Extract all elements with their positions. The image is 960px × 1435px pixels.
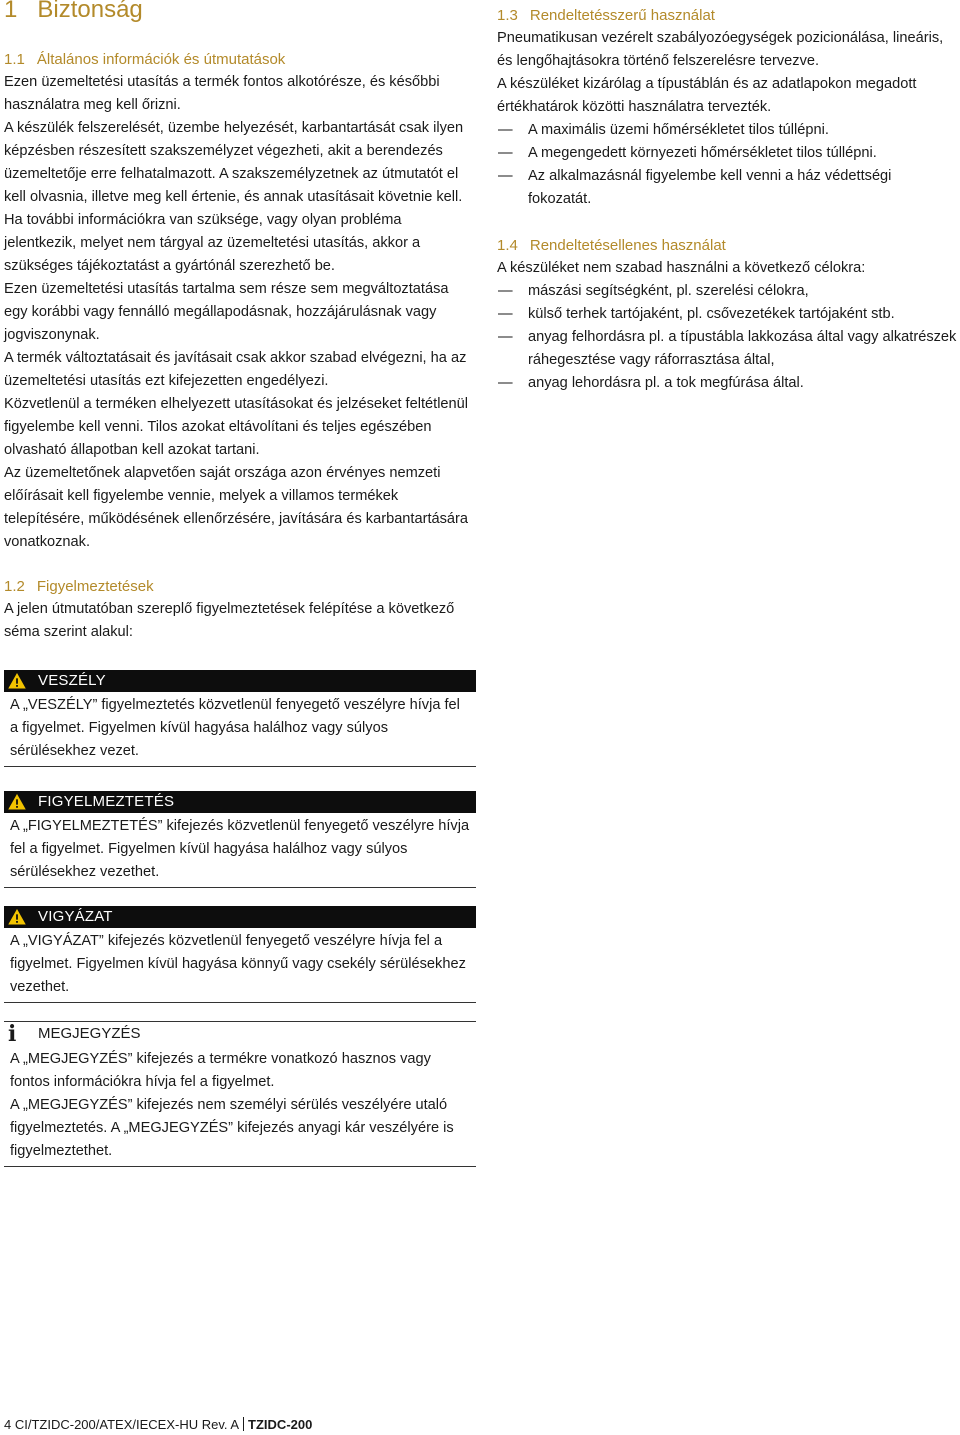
list-item: — anyag lehordásra pl. a tok megfúrása által. [497, 372, 957, 395]
section-heading [497, 4, 957, 27]
list-item: — A maximális üzemi hőmérsékletet tilos túllépni. [497, 119, 957, 142]
right-column [497, 4, 957, 395]
list-item: — mászási segítségként, pl. szerelési célokra, [497, 280, 957, 303]
warning-triangle-icon [8, 673, 26, 689]
warning-text: A „FIGYELMEZTETÉS” kifejezés közvetlenül fenyegető veszélyre hívja fel a figyelmet. Figyelmen kívül hagyása halálhoz vagy súlyos sérülésekhez vezethet. [4, 813, 476, 888]
page-number: 4 [4, 1417, 12, 1432]
paragraph: Ezen üzemeltetési utasítás tartalma sem része sem megváltoztatása egy korábbi vagy fennálló megállapodásnak, hozzájárulásnak vagy jogviszonynak. [4, 281, 449, 343]
info-icon: i [8, 1021, 17, 1047]
list-item: — külső terhek tartójaként, pl. csővezetékek tartójaként stb. [497, 303, 957, 326]
danger-bar [4, 670, 476, 692]
section-heading [497, 234, 957, 257]
left-column [4, 48, 476, 1167]
caution-bar [4, 906, 476, 928]
note-body [4, 1046, 476, 1167]
section-number: 1.1 [4, 51, 25, 68]
paragraph: Az üzemeltetőnek alapvetően saját országa azon érvényes nemzeti előírásait kell figyelembe vennie, melyek a villamos termékek telepítésére, működésének ellenőrzésére, javítására és karbantartására vonatkoznak. [4, 465, 469, 550]
product-name: TZIDC-200 [248, 1417, 313, 1432]
caution-box [4, 906, 476, 1003]
warning-label: FIGYELMEZTETÉS [38, 793, 175, 810]
warning-box [4, 791, 476, 888]
document-id: CI/TZIDC-200/ATEX/IECEX-HU Rev. A [14, 1417, 240, 1432]
warning-triangle-icon [8, 794, 26, 810]
section-1-3 [497, 4, 957, 211]
danger-text: A „VESZÉLY” figyelmeztetés közvetlenül fenyegető veszélyre hívja fel a figyelmet. Figyelmen kívül hagyása halálhoz vagy súlyos sérülésekhez vezet. [4, 692, 476, 767]
section-1-1 [4, 48, 476, 554]
note-label: MEGJEGYZÉS [38, 1025, 141, 1042]
chapter-heading [4, 0, 143, 26]
chapter-title: Biztonság [37, 0, 143, 23]
note-header [4, 1021, 476, 1046]
page-footer [4, 1416, 312, 1434]
section-1-2 [4, 575, 476, 1167]
section-number: 1.2 [4, 578, 25, 595]
paragraph: A jelen útmutatóban szereplő figyelmeztetések felépítése a következő séma szerint alakul: [4, 601, 455, 640]
warning-triangle-icon [8, 909, 26, 925]
paragraph: Közvetlenül a terméken elhelyezett utasításokat és jelzéseket feltétlenül figyelembe kell venni. Tilos azokat eltávolítani és teljes egészében olvasható állapotban kell azokat tartani. [4, 396, 469, 458]
prohibited-uses-list [497, 280, 957, 395]
paragraph: Ha további információkra van szüksége, vagy olyan probléma jelentkezik, melyet nem tárgyal az üzemeltetési utasítás, akkor a szükséges tájékoztatást a gyártónál szerezhető be. [4, 212, 421, 274]
caution-text: A „VIGYÁZAT” kifejezés közvetlenül fenyegető veszélyre hívja fel a figyelmet. Figyelmen kívül hagyása könnyű vagy csekély sérülésekhez vezethet. [4, 928, 476, 1003]
list-item: — A megengedett környezeti hőmérsékletet tilos túllépni. [497, 142, 957, 165]
note-paragraph: A „MEGJEGYZÉS” kifejezés nem személyi sérülés veszélyére utaló figyelmeztetés. A „MEGJEGYZÉS” kifejezés anyagi kár veszélyére is figyelmeztethet. [10, 1097, 454, 1159]
warning-bar [4, 791, 476, 813]
section-number: 1.3 [497, 7, 518, 24]
caution-label: VIGYÁZAT [38, 908, 113, 925]
list-item: — Az alkalmazásnál figyelembe kell venni a ház védettségi fokozatát. [497, 165, 957, 211]
section-heading [4, 575, 476, 598]
section-1-4 [497, 234, 957, 395]
section-title: Rendeltetésszerű használat [529, 7, 715, 24]
note-box [4, 1021, 476, 1167]
paragraph: A készüléket nem szabad használni a következő célokra: [497, 260, 866, 276]
note-paragraph: A „MEGJEGYZÉS” kifejezés a termékre vonatkozó hasznos vagy fontos információkra hívja fel a figyelmet. [10, 1051, 431, 1090]
requirements-list [497, 119, 957, 211]
paragraph: A termék változtatásait és javításait csak akkor szabad elvégezni, ha az üzemeltetési utasítás ezt kifejezetten engedélyezi. [4, 350, 467, 389]
section-title: Rendeltetésellenes használat [529, 237, 726, 254]
chapter-number: 1 [4, 0, 18, 23]
paragraph: A készüléket kizárólag a típustáblán és az adatlapokon megadott értékhatárok közötti használatra tervezték. [497, 76, 917, 115]
danger-label: VESZÉLY [38, 672, 106, 689]
footer-separator [243, 1417, 244, 1431]
paragraph: A készülék felszerelését, üzembe helyezését, karbantartását csak ilyen képzésben részesített szakszemélyzet végezheti, akit a berendezés üzemeltetője erre felhatalmazott. A szakszemélyzetnek az útmutatót el kell olvasnia, illetve meg kell értenie, és annak utasításait követnie kell. [4, 120, 464, 205]
list-item: — anyag felhordásra pl. a típustábla lakkozása által vagy alkatrészek ráhegesztése vagy ráforrasztása által, [497, 326, 957, 372]
section-heading [4, 48, 476, 71]
danger-box [4, 670, 476, 767]
section-title: Figyelmeztetések [36, 578, 154, 595]
paragraph: Pneumatikusan vezérelt szabályozóegységek pozicionálása, lineáris, és lengőhajtásokra történő felszerelésre tervezve. [497, 30, 944, 69]
section-title: Általános információk és útmutatások [36, 51, 286, 68]
paragraph: Ezen üzemeltetési utasítás a termék fontos alkotórésze, és későbbi használatra meg kell őrizni. [4, 74, 440, 113]
section-number: 1.4 [497, 237, 518, 254]
